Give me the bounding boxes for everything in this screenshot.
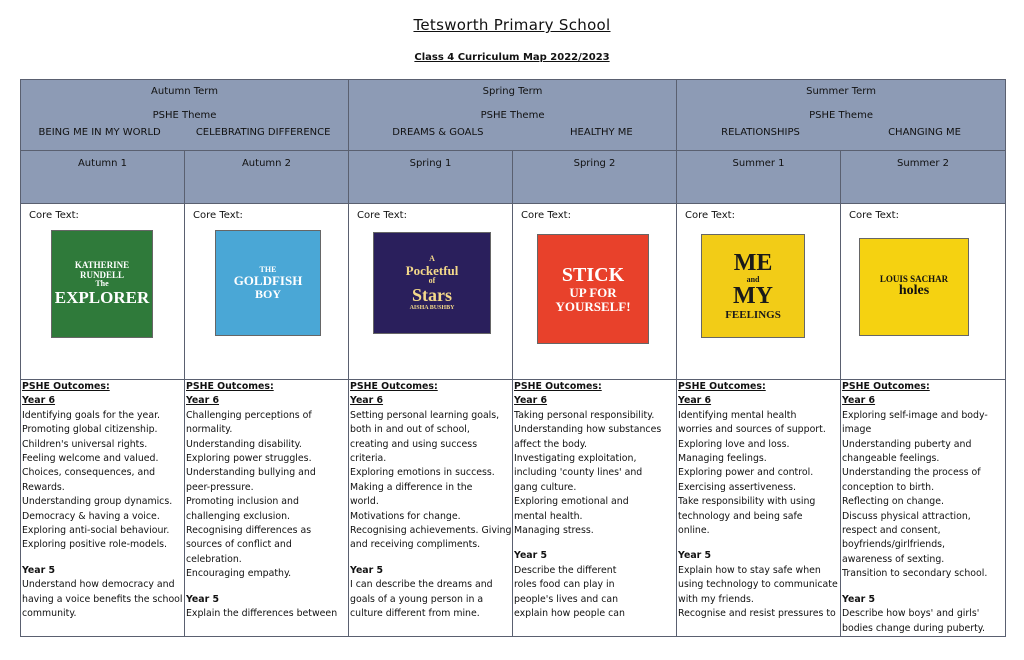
- core-text-cell: [841, 204, 1006, 380]
- book-cover-text: and: [746, 275, 760, 285]
- outcome-line: conception to birth.: [842, 481, 935, 493]
- book-cover-text: RUNDELL: [79, 269, 124, 280]
- book-cover-text: GOLDFISH: [233, 273, 303, 289]
- outcome-line: technology and being safe: [678, 510, 803, 522]
- outcome-line: Describe how boys' and girls': [842, 608, 980, 620]
- outcome-line: Exploring positive role-models.: [22, 539, 168, 551]
- outcome-line: bodies change during puberty.: [842, 622, 985, 634]
- outcome-line: creating and using success: [350, 438, 478, 450]
- year-6-heading: Year 6: [186, 395, 220, 407]
- core-text-label: Core Text:: [521, 210, 571, 221]
- pshe-outcomes-heading: PSHE Outcomes:: [514, 381, 602, 392]
- outcome-line: Setting personal learning goals,: [350, 409, 500, 421]
- outcome-line: sources of conflict and: [186, 539, 292, 551]
- core-text-cell: [677, 204, 841, 380]
- year-5-heading: Year 5: [22, 564, 56, 576]
- book-cover-text: MY: [733, 283, 774, 310]
- outcome-line: Choices, consequences, and: [22, 467, 156, 479]
- outcome-line: worries and sources of support.: [678, 424, 826, 436]
- theme-topic: BEING ME IN MY WORLD: [38, 127, 161, 138]
- book-cover-text: UP FOR: [569, 284, 617, 300]
- outcome-line: Rewards.: [22, 481, 65, 493]
- year-5-heading: Year 5: [186, 593, 220, 605]
- outcome-line: Exercising assertiveness.: [678, 481, 796, 493]
- outcome-line: boyfriends/girlfriends,: [842, 539, 946, 551]
- half-term-spring-2: [513, 151, 677, 204]
- book-cover-explorer: [51, 230, 153, 338]
- year-6-heading: Year 6: [842, 395, 876, 407]
- book-cover-text: LOUIS SACHAR: [879, 273, 949, 284]
- outcome-line: with my friends.: [678, 593, 754, 605]
- outcome-line: people's lives and can: [514, 593, 619, 605]
- book-cover-text: KATHERINE: [74, 260, 130, 271]
- outcome-line: using technology to communicate: [678, 579, 838, 591]
- outcome-line: Exploring self-image and body-: [842, 409, 988, 421]
- pshe-outcomes-heading: PSHE Outcomes:: [842, 381, 930, 392]
- book-cover-stick-up-for-yourself: [537, 234, 649, 344]
- outcome-line: Discuss physical attraction,: [842, 510, 971, 522]
- book-cover-text: of: [428, 276, 436, 286]
- outcome-line: world.: [350, 496, 379, 508]
- core-text-label: Core Text:: [193, 210, 243, 221]
- book-cover-text: holes: [898, 283, 930, 299]
- book-cover-text: A: [429, 254, 435, 264]
- outcome-line: Exploring power and control.: [678, 467, 814, 479]
- outcome-line: awareness of sexting.: [842, 553, 945, 565]
- theme-label: PSHE Theme: [480, 110, 545, 121]
- outcome-line: including 'county lines' and: [514, 467, 643, 479]
- pshe-outcomes-cell: [349, 380, 513, 637]
- outcome-line: Exploring power struggles.: [186, 453, 312, 465]
- year-5-heading: Year 5: [678, 550, 712, 562]
- outcome-line: Reflecting on change.: [842, 496, 945, 508]
- outcome-line: Understanding puberty and: [842, 438, 972, 450]
- outcome-line: culture different from mine.: [350, 608, 480, 620]
- book-cover-pocketful-of-stars: [373, 232, 491, 334]
- outcome-line: Managing feelings.: [678, 453, 767, 465]
- theme-topic: CELEBRATING DIFFERENCE: [195, 127, 331, 138]
- outcome-line: online.: [678, 525, 710, 537]
- half-term-autumn-2: [185, 151, 349, 204]
- outcome-line: Transition to secondary school.: [842, 568, 988, 580]
- outcome-line: Explain the differences between: [186, 608, 338, 620]
- outcome-line: celebration.: [186, 553, 242, 565]
- outcome-line: affect the body.: [514, 438, 587, 450]
- book-cover-text: YOURSELF!: [555, 298, 631, 314]
- outcome-line: Identifying goals for the year.: [22, 409, 161, 421]
- pshe-outcomes-cell: [185, 380, 349, 637]
- half-term-label: Summer 2: [897, 158, 950, 169]
- outcome-line: Motivations for change.: [350, 510, 461, 522]
- outcome-line: Promoting global citizenship.: [22, 424, 158, 436]
- outcome-line: Taking personal responsibility.: [514, 409, 655, 421]
- theme-label: PSHE Theme: [809, 110, 873, 121]
- outcome-line: Challenging perceptions of: [186, 409, 312, 421]
- book-cover-text: FEELINGS: [725, 308, 781, 321]
- outcome-line: Making a difference in the: [350, 481, 473, 493]
- pshe-outcomes-cell: [513, 380, 677, 637]
- outcome-line: Understanding disability.: [186, 438, 302, 450]
- book-cover-text: Pocketful: [405, 262, 459, 278]
- outcome-line: Recognising achievements. Giving: [350, 525, 512, 537]
- outcome-line: Investigating exploitation,: [514, 453, 637, 465]
- book-cover-text: BOY: [254, 286, 281, 301]
- outcome-line: challenging exclusion.: [186, 510, 291, 522]
- outcome-line: Managing stress.: [514, 525, 594, 537]
- pshe-outcomes-heading: PSHE Outcomes:: [678, 381, 766, 392]
- page-subtitle: Class 4 Curriculum Map 2022/2023: [414, 52, 610, 63]
- year-6-heading: Year 6: [22, 395, 56, 407]
- half-term-label: Autumn 2: [241, 158, 292, 169]
- outcome-line: mental health.: [514, 510, 583, 522]
- pshe-outcomes-cell: [841, 380, 1006, 637]
- year-5-heading: Year 5: [842, 593, 876, 605]
- year-5-heading: Year 5: [350, 564, 384, 576]
- book-cover-text: EXPLORER: [54, 287, 150, 307]
- pshe-outcomes-heading: PSHE Outcomes:: [186, 381, 274, 392]
- core-text-cell: [185, 204, 349, 380]
- book-cover-text: STICK: [561, 263, 625, 286]
- pshe-outcomes-cell: [677, 380, 841, 637]
- outcome-line: Understanding bullying and: [186, 467, 316, 479]
- core-text-label: Core Text:: [849, 210, 899, 221]
- half-term-label: Autumn 1: [77, 158, 128, 169]
- year-5-heading: Year 5: [514, 550, 548, 562]
- outcome-line: Encouraging empathy.: [186, 568, 292, 580]
- outcome-line: both in and out of school,: [350, 424, 470, 436]
- half-term-summer-2: [841, 151, 1006, 204]
- outcome-line: Promoting inclusion and: [186, 496, 299, 508]
- book-cover-holes: [859, 238, 969, 336]
- outcome-line: peer-pressure.: [186, 481, 254, 493]
- outcome-line: Feeling welcome and valued.: [22, 453, 159, 465]
- outcome-line: goals of a young person in a: [350, 593, 484, 605]
- outcome-line: Exploring anti-social behaviour.: [22, 525, 170, 537]
- outcome-line: Identifying mental health: [678, 409, 797, 421]
- half-term-summer-1: [677, 151, 841, 204]
- outcome-line: image: [842, 424, 872, 436]
- half-term-label: Spring 1: [409, 158, 452, 169]
- year-6-heading: Year 6: [350, 395, 384, 407]
- outcome-line: roles food can play in: [514, 579, 615, 591]
- pshe-outcomes-cell: [21, 380, 185, 637]
- core-text-cell: [349, 204, 513, 380]
- outcome-line: gang culture.: [514, 481, 577, 493]
- theme-topic: RELATIONSHIPS: [721, 127, 800, 138]
- core-text-label: Core Text:: [29, 210, 79, 221]
- outcome-line: Understand how democracy and: [22, 579, 175, 591]
- outcome-line: changeable feelings.: [842, 453, 940, 465]
- outcome-line: respect and consent,: [842, 525, 941, 537]
- year-6-heading: Year 6: [678, 395, 712, 407]
- half-term-label: Spring 2: [573, 158, 616, 169]
- term-header-summer: [677, 80, 1006, 151]
- outcome-line: I can describe the dreams and: [350, 579, 493, 591]
- term-name: Autumn Term: [151, 86, 218, 97]
- book-cover-goldfish-boy: [215, 230, 321, 336]
- outcome-line: explain how people can: [514, 608, 625, 620]
- outcome-line: community.: [22, 608, 77, 620]
- outcome-line: Take responsibility with using: [678, 496, 816, 508]
- book-cover-text: ME: [733, 249, 773, 276]
- outcome-line: Exploring love and loss.: [678, 438, 790, 450]
- outcome-line: Recognising differences as: [186, 525, 312, 537]
- theme-topic: DREAMS & GOALS: [392, 127, 484, 138]
- term-name: Spring Term: [482, 86, 543, 97]
- book-cover-text: THE: [259, 264, 277, 274]
- outcome-line: Exploring emotions in success.: [350, 467, 495, 479]
- outcome-line: criteria.: [350, 453, 387, 465]
- book-cover-text: The: [95, 279, 109, 289]
- outcome-line: Democracy & having a voice.: [22, 510, 160, 522]
- book-cover-text: AISHA BUSHBY: [409, 304, 455, 311]
- theme-label: PSHE Theme: [152, 110, 217, 121]
- outcome-line: Explain how to stay safe when: [678, 564, 821, 576]
- half-term-spring-1: [349, 151, 513, 204]
- outcome-line: Describe the different: [514, 564, 617, 576]
- pshe-outcomes-heading: PSHE Outcomes:: [22, 381, 110, 392]
- core-text-cell: [21, 204, 185, 380]
- year-6-heading: Year 6: [514, 395, 548, 407]
- core-text-label: Core Text:: [357, 210, 407, 221]
- book-cover-me-and-my-feelings: [701, 234, 805, 338]
- term-header-spring: [349, 80, 677, 151]
- outcome-line: Understanding how substances: [514, 424, 662, 436]
- outcome-line: Exploring emotional and: [514, 496, 629, 508]
- core-text-label: Core Text:: [685, 210, 735, 221]
- outcome-line: normality.: [186, 424, 233, 436]
- core-text-cell: [513, 204, 677, 380]
- page-title: Tetsworth Primary School: [413, 16, 611, 34]
- theme-topic: CHANGING ME: [888, 127, 961, 138]
- outcome-line: and receiving compliments.: [350, 539, 481, 551]
- outcome-line: Children's universal rights.: [22, 438, 148, 450]
- outcome-line: Understanding group dynamics.: [22, 496, 173, 508]
- curriculum-grid: [20, 79, 1005, 637]
- half-term-label: Summer 1: [732, 158, 785, 169]
- book-cover-text: Stars: [412, 284, 453, 305]
- half-term-autumn-1: [21, 151, 185, 204]
- outcome-line: having a voice benefits the school: [22, 593, 183, 605]
- term-header-autumn: [21, 80, 349, 151]
- term-name: Summer Term: [806, 86, 876, 97]
- outcome-line: Recognise and resist pressures to: [678, 608, 836, 620]
- pshe-outcomes-heading: PSHE Outcomes:: [350, 381, 438, 392]
- theme-topic: HEALTHY ME: [570, 127, 633, 138]
- outcome-line: Understanding the process of: [842, 467, 981, 479]
